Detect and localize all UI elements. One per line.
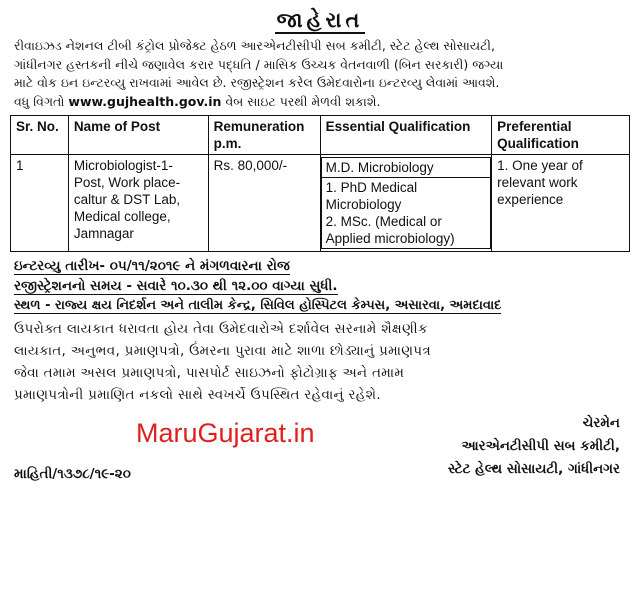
footer: [10, 408, 630, 498]
signature-line: સ્ટેટ હેલ્થ સોસાયટી, ગાંધીનગર: [448, 461, 620, 477]
cell-essential-qualification: [320, 155, 492, 252]
venue: સ્થળ - રાજ્ય ક્ષય નિદર્શન અને તાલીમ કેન્દ્ર, સિવિલ હોસ્પિટલ કેમ્પસ, અસારવા, અમદાવાદ: [14, 298, 502, 313]
header-essential-qualification: Essential Qualification: [320, 116, 492, 155]
instructions-line: પ્રમાણપત્રોની પ્રમાણિત નકલો સાથે સ્વખર્ચે ઉપસ્થિત રહેવાનું રહેશે.: [14, 387, 381, 403]
essential-option-1: M.D. Microbiology: [321, 157, 492, 178]
signature-block: [448, 412, 620, 481]
posts-table: [10, 115, 630, 252]
registration-time: રજીસ્ટ્રેશનનો સમય - સવારે ૧૦.૩૦ થી ૧૨.૦૦ વાગ્યા સુધી.: [14, 278, 338, 294]
essential-option-2: [321, 178, 492, 249]
cell-preferential-qualification: 1. One year of relevant work experience: [492, 155, 630, 252]
intro-line: માટે વોક ઇન ઇન્ટરવ્યુ રાખવામાં આવેલ છે. રજીસ્ટ્રેશન કરેલ ઉમેદવારોના ઇન્ટરવ્યુ લેવામાં આવશે.: [14, 75, 500, 90]
cell-post-name: Microbiologist-1-Post, Work place-caltur & DST Lab, Medical college, Jamnagar: [68, 155, 208, 252]
signature-line: આરએનટીસીપી સબ કમીટી,: [461, 438, 620, 454]
header-remuneration: Remuneration p.m.: [208, 116, 320, 155]
signature-line: ચેરમેન: [582, 415, 620, 431]
instructions-line: જેવા તમામ અસલ પ્રમાણપત્રો, પાસપોર્ટ સાઇઝનો ફોટોગ્રાફ અને તમામ: [14, 365, 405, 381]
header-post-name: Name of Post: [68, 116, 208, 155]
instructions-line: લાયકાત, અનુભવ, પ્રમાણપત્રો, ઉંમરના પુરાવા માટે શાળા છોડ્યાનું પ્રમાણપત્ર: [14, 343, 431, 359]
intro-suffix: વેબ સાઇટ પરથી મેળવી શકાશે.: [225, 93, 381, 109]
header-sr-no: Sr. No.: [11, 116, 69, 155]
cell-remuneration: Rs. 80,000/-: [208, 155, 320, 252]
website-link[interactable]: www.gujhealth.gov.in: [68, 93, 222, 109]
watermark: MaruGujarat.in: [136, 418, 315, 448]
intro-prefix: વધુ વિગતો: [14, 93, 65, 109]
table-row: [11, 155, 630, 252]
cell-sr-no: 1: [11, 155, 69, 252]
table-header-row: [11, 116, 630, 155]
notice-title: જાહેરાત: [276, 8, 364, 32]
interview-details: [14, 256, 630, 296]
intro-line: [14, 93, 626, 112]
interview-date: ઇન્ટરવ્યુ તારીખ- ૦૫/૧૧/૨૦૧૯ ને મંગળવારના રોજ: [14, 258, 290, 274]
reference-number: માહિતી/૧૩૭૮/૧૯-૨૦: [14, 466, 131, 482]
essential-option-2a: 1. PhD Medical Microbiology: [325, 180, 418, 212]
intro-line: રીવાઇઝડ નેશનલ ટીબી કંટ્રોલ પ્રોજેક્ટ હેઠળ આરએનટીસીપી સબ કમીટી, સ્ટેટ હેલ્થ સોસાયટી,: [14, 38, 495, 53]
essential-option-2b: 2. MSc. (Medical or Applied microbiology): [325, 214, 455, 246]
instructions-paragraph: [14, 318, 626, 406]
instructions-line: ઉપરોક્ત લાયકાત ધરાવતા હોય તેવા ઉમેદવારોએ દર્શાવેલ સરનામે શૈક્ષણીક: [14, 321, 428, 337]
intro-line: ગાંધીનગર હસ્તકની નીચે જણાવેલ કરાર પદ્ધતિ / માસિક ઉચ્ચક વેતનવાળી (બિન સરકારી) જગ્યા: [14, 56, 504, 72]
intro-paragraph: [14, 37, 626, 111]
header-preferential-qualification: Preferential Qualification: [492, 116, 630, 155]
